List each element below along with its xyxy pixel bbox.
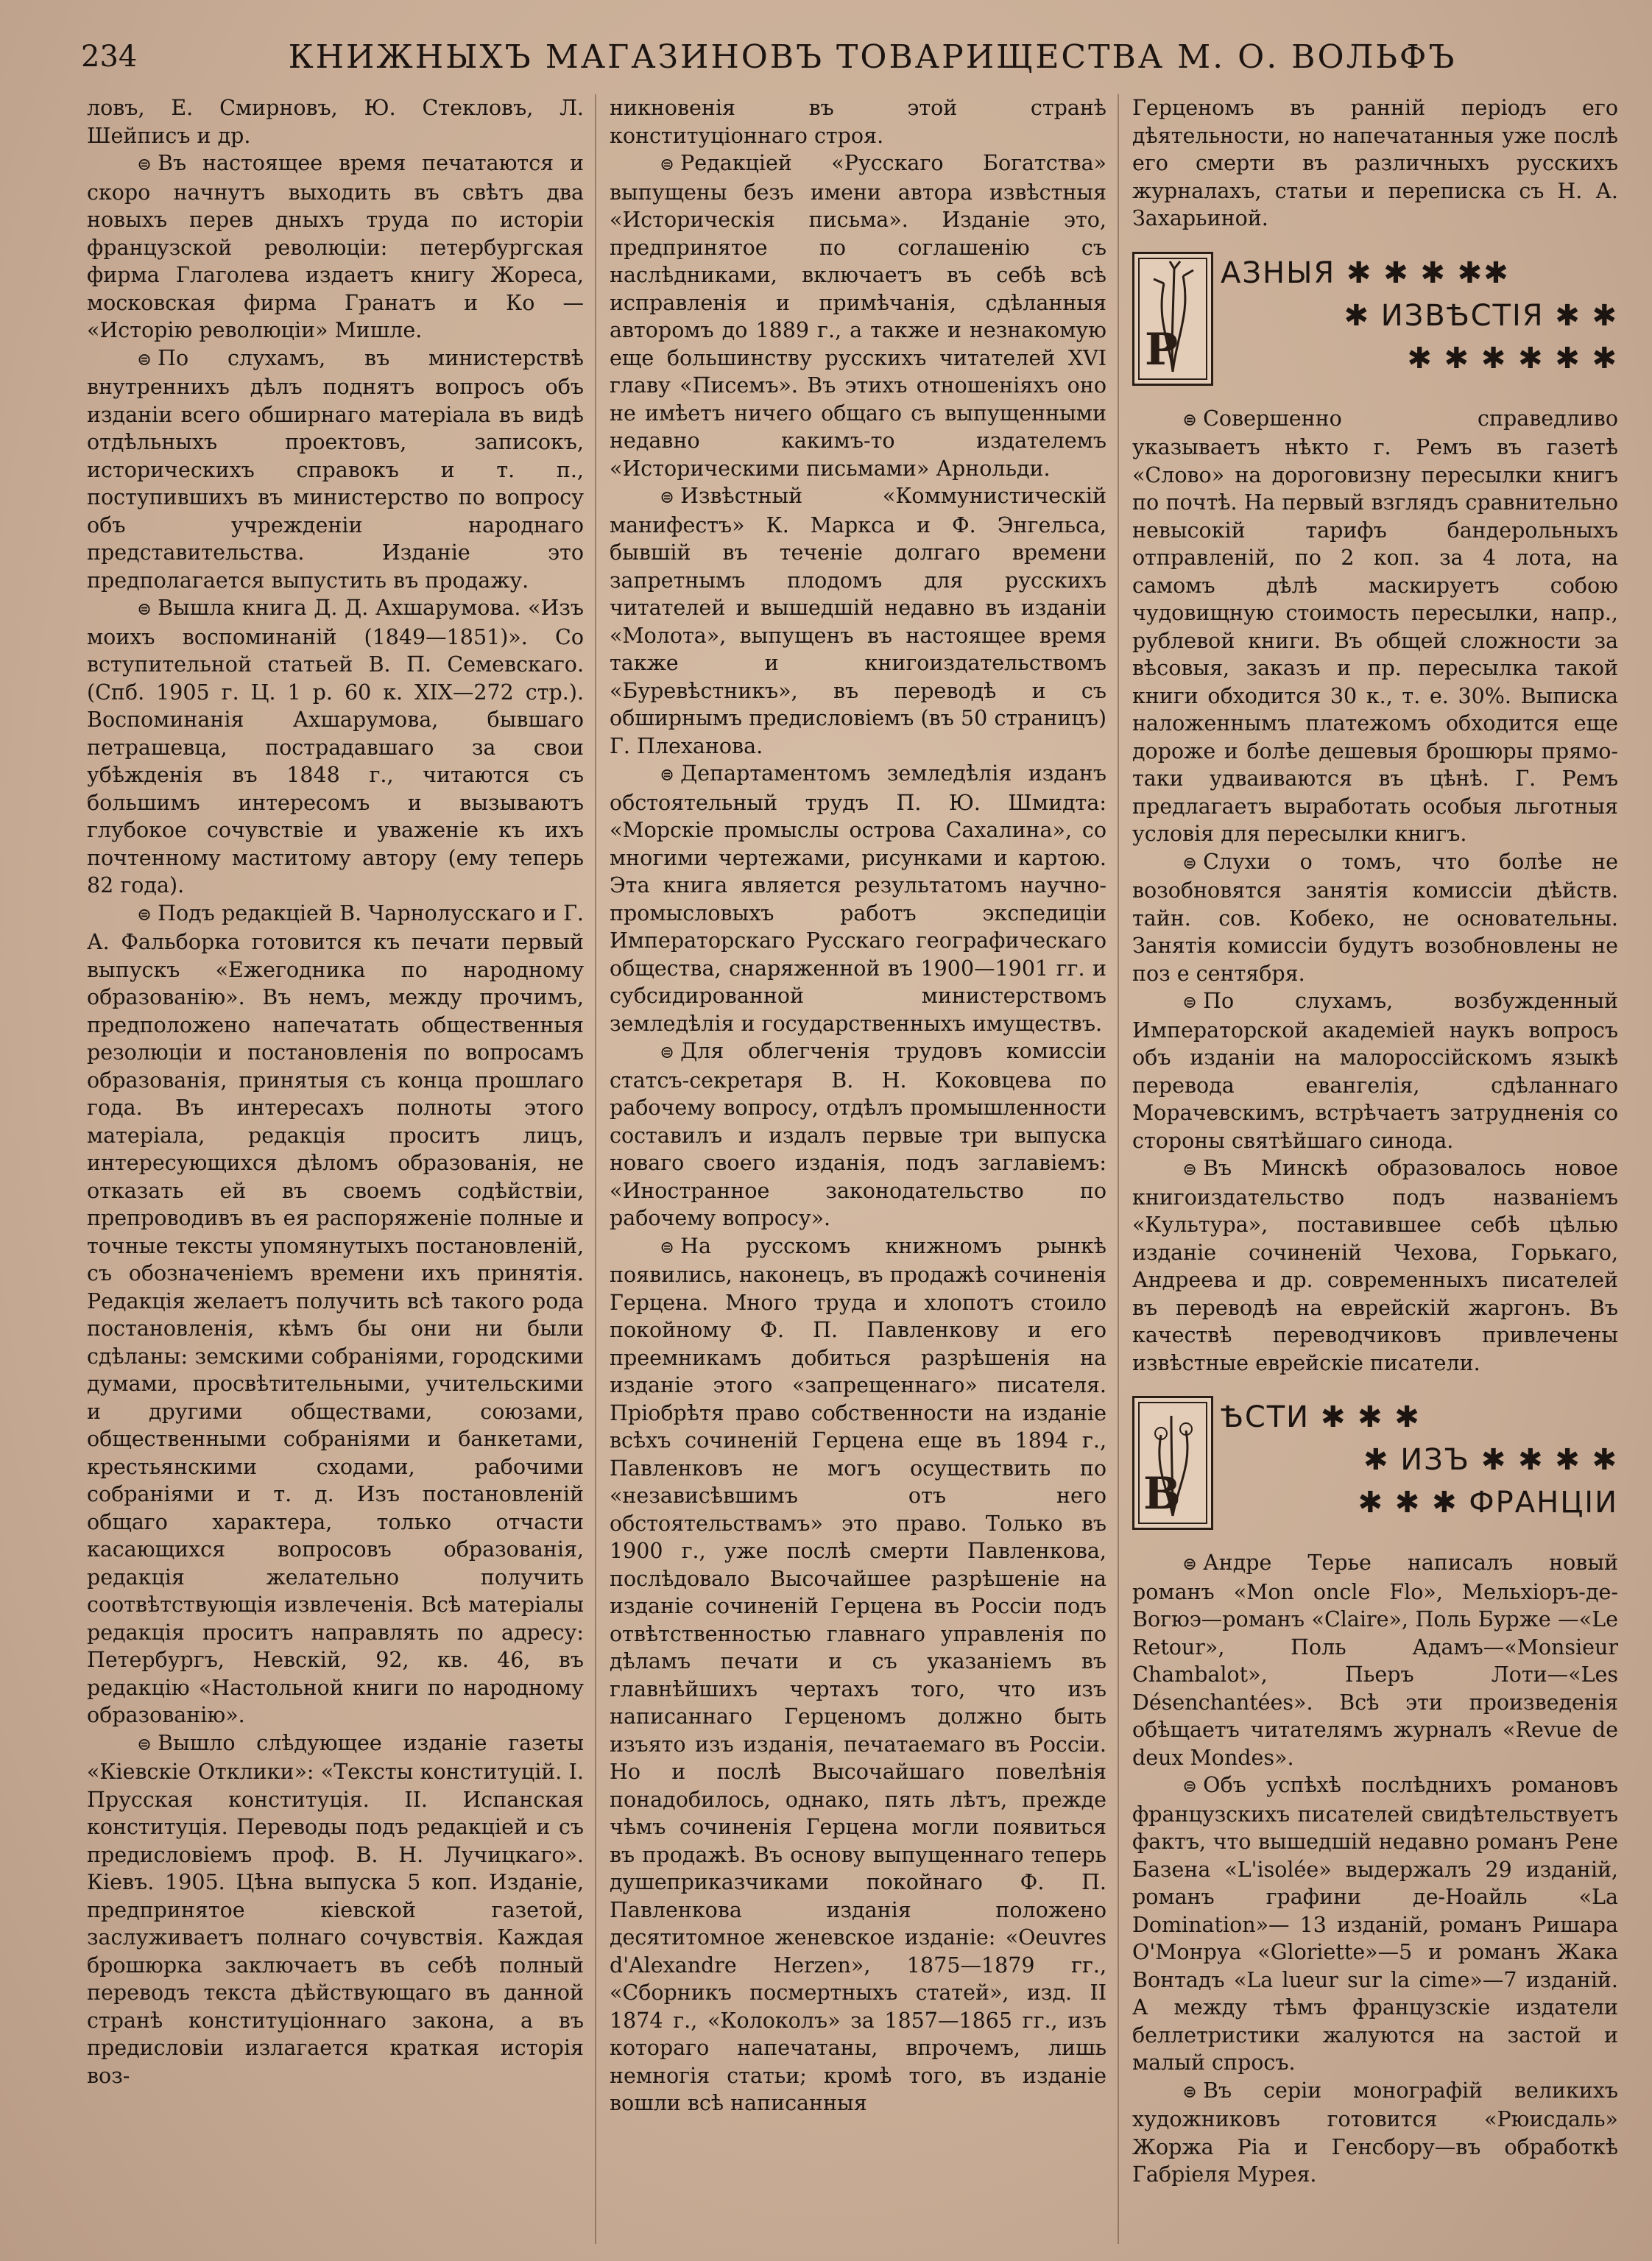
paragraph-mark-icon: ⊜ — [1182, 992, 1198, 1012]
paragraph: ⊜ Департаментомъ земледѣлiя изданъ обстоятельный трудъ П. Ю. Шмидта: «Морскiе промыслы острова Сахалина», со многими чертежами, рисунками и картою. Эта книга является результатомъ научно-промысловыхъ работъ экспедицiи Императорскаго Русскаго географическаго общества, снаряженной въ 1900—1901 гг. и субсидированной министерствомъ земледѣлiя и государственныхъ имуществъ. — [610, 761, 1106, 1036]
section-heading-news — [1132, 252, 1618, 392]
decorative-initial-icon — [1132, 252, 1213, 386]
paragraph-mark-icon: ⊜ — [1182, 1159, 1198, 1179]
paragraph-mark-icon: ⊜ — [1182, 409, 1198, 430]
decorative-initial-icon — [1132, 1396, 1213, 1530]
paragraph: ⊜ Совершенно справедливо указываетъ нѣкто г. Ремъ въ газетѣ «Слово» на дороговизну пересылки книгъ по почтѣ. На первый взглядъ сравнительно невысокiй тарифъ бандерольныхъ отправленiй, по 2 коп. за 4 лота, на самомъ дѣлѣ маскируетъ собою чудовищную стоимость пересылки, напр., рублевой книги. Въ общей сложности за вѣсовыя, заказъ и пр. пересылка такой книги обходится 30 к., т. е. 30%. Выписка наложеннымъ платежомъ обходится еще дороже и болѣе дешевыя брошюры прямо-таки удваиваются въ цѣнѣ. Г. Ремъ предлагаетъ выработать особыя льготныя условiя для пересылки книгъ. — [1132, 406, 1618, 846]
paragraph-mark-icon: ⊜ — [1182, 2081, 1198, 2102]
text-column-1 — [87, 94, 584, 2251]
text-column-2 — [610, 94, 1106, 2251]
svg-text:Р: Р — [1145, 323, 1179, 375]
paragraph: Герценомъ въ раннiй перiодъ его дѣятельности, но напечатанныя уже послѣ его смерти въ различныхъ русскихъ журналахъ, статьи и переписка съ Н. А. Захарьиной. — [1132, 96, 1618, 230]
paragraph: ⊜ Слухи о томъ, что болѣе не возобновятся занятiя комиссiи дѣйств. тайн. сов. Кобеко, не основательны. Занятiя комиссiи будутъ возобновлены не поз e сентября. — [1132, 849, 1618, 986]
paragraph-mark-icon: ⊜ — [1182, 852, 1198, 873]
paragraph: ⊜ Вышла книга Д. Д. Ахшарумова. «Изъ моихъ воспоминанiй (1849—1851)». Со вступительной статьей В. П. Семевскаго. (Спб. 1905 г. Ц. 1 р. 60 к. XIX—272 стр.). Воспоминанiя Ахшарумова, бывшаго петрашевца, пострадавшаго за свои убѣжденiя въ 1848 г., читаются съ большимъ интересомъ и вызываютъ глубокое сочувствiе и уваженiе къ ихъ почтенному маститому автору (ему теперь 82 года). — [87, 596, 584, 897]
paragraph: ⊜ По слухамъ, возбужденный Императорской академiей наукъ вопросъ объ изданiи на малороссiйскомъ языкѣ перевода евангелiя, сдѣланнаго Морачевскимъ, встрѣчаетъ затрудненiя со стороны святѣйшаго синода. — [1132, 989, 1618, 1153]
paragraph-mark-icon: ⊜ — [660, 764, 675, 785]
paragraph: ⊜ Редакцiей «Русскаго Богатства» выпущены безъ имени автора извѣстныя «Историческiя письма». Изданiе это, предпринятое по соглашенiю съ наслѣдниками, включаетъ въ себѣ всѣ исправленiя и примѣчанiя, сдѣланныя авторомъ до 1889 г., а также и незнакомую еще большинству русскихъ читателей XVI главу «Писемъ». Въ этихъ отношенiяхъ оно не имѣетъ ничего общаго съ выпущенными недавно какимъ-то издателемъ «Историческими письмами» Арнольди. — [610, 151, 1106, 481]
paragraph: ⊜ Подъ редакцiей В. Чарнолусскаго и Г. А. Фальборка готовится къ печати первый выпускъ «Ежегодника по народному образованiю». Въ немъ, между прочимъ, предположено напечатать общественныя резолюцiи и постановленiя по вопросамъ образованiя, принятыя съ конца прошлаго года. Въ интересахъ полноты этого матерiала, редакцiя проситъ лицъ, интересующихся дѣломъ образованiя, не отказать ей въ своемъ содѣйствiи, препроводивъ въ ея распоряженiе полные и точные тексты упомянутыхъ постановленiй, съ обозначенiемъ времени ихъ принятiя. Редакцiя желаетъ получить всѣ такого рода постановленiя, кѣмъ бы они ни были сдѣланы: земскими собранiями, городскими думами, просвѣтительными, учительскими и другими обществами, союзами, общественными собранiями и банкетами, крестьянскими сходами, рабочими собранiями и т. д. Изъ постановленiй общаго характера, только отчасти касающихся вопросовъ образованiя, редакцiя желательно получить соотвѣтствующiя извлеченiя. Всѣ матерiалы редакцiя проситъ направлять по адресу: Петербургъ, Невскiй, 92, кв. 46, въ редакцiю «Настольной книги по народному образованiю». — [87, 900, 584, 1727]
paragraph: ⊜ Объ успѣхѣ послѣднихъ романовъ французскихъ писателей свидѣтельствуетъ фактъ, что вышедшiй недавно романъ Рене Базена «L'isolée» выдержалъ 29 изданiй, романъ графини де-Ноайль «La Domination»— 13 изданiй, романъ Ришара О'Монруа «Gloriette»—5 и романъ Жака Вонтадъ «La lueur sur la cime»—7 изданiй. А между тѣмъ французскiе издатели беллетристики жалуются на застой и малый спросъ. — [1132, 1773, 1618, 2075]
paragraph: никновенiя въ этой странѣ конституцiоннаго строя. — [610, 96, 1106, 148]
paragraph: ⊜ Извѣстный «Коммунистическiй манифестъ» К. Маркса и Ф. Энгельса, бывшiй въ теченiе долгаго времени запретнымъ плодомъ для русскихъ читателей и вышедшiй недавно въ изданiи «Молота», выпущенъ въ настоящее время также и книгоиздательствомъ «Буревѣстникъ», въ переводѣ и съ обширнымъ предисловiемъ (въ 50 страницъ) Г. Плеханова. — [610, 484, 1106, 758]
paragraph-mark-icon: ⊜ — [137, 348, 152, 370]
paragraph: ловъ, Е. Смирновъ, Ю. Стекловъ, Л. Шейписъ и др. — [87, 96, 584, 148]
paragraph-mark-icon: ⊜ — [1182, 1553, 1198, 1574]
paragraph-mark-icon: ⊜ — [660, 487, 675, 507]
paragraph-mark-icon: ⊜ — [660, 1236, 675, 1258]
paragraph: ⊜ Въ настоящее время печатаются и скоро начнутъ выходить въ свѣтъ два новыхъ перев дныхъ труда по исторiи французской революцiи: петербургская фирма Глаголева издаетъ книгу Жореса, московская фирма Гранатъ и Ко — «Исторiю революцiи» Мишле. — [87, 151, 584, 342]
paragraph-mark-icon: ⊜ — [137, 1733, 152, 1754]
page-number: 234 — [81, 40, 138, 74]
paragraph: ⊜ Вышло слѣдующее изданiе газеты «Кiевскiе Отклики»: «Тексты конституцiй. I. Прусская конституцiя. II. Испанская конституцiя. Переводы подъ редакцiей и съ предисловiемъ проф. В. Н. Лучицкаго». Кiевъ. 1905. Цѣна выпуска 5 коп. Изданiе, предпринятое кiевской газетой, заслуживаетъ полнаго сочувствiя. Каждая брошюрка заключаетъ въ себѣ полный переводъ текста дѣйствующаго въ данной странѣ конституцiоннаго закона, а въ предисловiи излагается краткая исторiя воз- — [87, 1730, 584, 2088]
section-heading-france — [1132, 1396, 1618, 1536]
text-column-3 — [1132, 94, 1618, 2251]
paragraph-mark-icon: ⊜ — [660, 154, 675, 174]
paragraph-mark-icon: ⊜ — [137, 903, 152, 925]
paragraph: ⊜ Для облегченiя трудовъ комиссiи статсъ-секретаря В. Н. Коковцева по рабочему вопросу, отдѣлъ промышленности составилъ и издалъ первые три выпуска новаго своего изданiя, подъ заглавiемъ: «Иностранное законодательство по рабочему вопросу». — [610, 1039, 1106, 1230]
column-rule — [595, 94, 596, 2244]
paragraph-mark-icon: ⊜ — [660, 1042, 675, 1062]
paragraph: ⊜ На русскомъ книжномъ рынкѣ появились, наконецъ, въ продажѣ сочиненiя Герцена. Много труда и хлопотъ стоило покойному Ф. П. Павленкову и его преемникамъ добиться разрѣшенiя на изданiе этого «запрещеннаго» писателя. Прiобрѣтя право собственности на изданiе всѣхъ сочиненiй Герцена еще въ 1894 г., Павленковъ не могъ осуществить по «независѣвшимъ отъ него обстоятельствамъ» это право. Только въ 1900 г., уже послѣ смерти Павленкова, послѣдовало Высочайшее разрѣшенiе на изданiе сочиненiй Герцена въ Россiи подъ отвѣтственностью главнаго управленiя по дѣламъ печати и съ указанiемъ въ главнѣйшихъ чертахъ того, что изъ написаннаго Герценомъ должно быть изъято изъ изданiя, печатаемаго въ Россiи. Но и послѣ Высочайшаго повелѣнiя понадобилось, однако, пять лѣтъ, прежде чѣмъ сочиненiя Герцена могли появиться въ продажѣ. Въ основу выпущеннаго теперь душеприказчиками покойнаго Ф. П. Павленкова изданiя положено десятитомное женевское изданiе: «Oeuvres d'Alexandre Herzen», 1875—1879 гг., «Сборникъ посмертныхъ статей», изд. II 1874 г., «Колоколъ» за 1857—1865 гг., изъ котораго напечатаны, впрочемъ, лишь немногiя статьи; кромѣ того, въ изданiе вошли всѣ написанныя — [610, 1233, 1106, 2115]
paragraph: ⊜ По слухамъ, въ министерствѣ внутреннихъ дѣлъ поднятъ вопросъ объ изданiи всего обширнаго матерiала въ видѣ отдѣльныхъ проектовъ, записокъ, историческихъ справокъ и т. п., поступившихъ въ министерство по вопросу объ учрежденiи народнаго представительства. Изданiе это предполагается выпустить въ продажу. — [87, 345, 584, 593]
paragraph: ⊜ Въ серiи монографiй великихъ художниковъ готовится «Рюисдаль» Жоржа Рiа и Генсбору—въ обработкѣ Габрiеля Мурея. — [1132, 2078, 1618, 2187]
svg-text:В: В — [1143, 1468, 1181, 1520]
paragraph-mark-icon: ⊜ — [137, 599, 152, 619]
column-rule — [1118, 94, 1119, 2244]
section-title: ѢСТИ ✱ ✱ ✱ ✱ ИЗЪ ✱ ✱ ✱ ✱ ✱ ✱ ✱ ФРАНЦIИ — [1221, 1400, 1618, 1520]
page-header — [81, 25, 1583, 88]
paragraph-mark-icon: ⊜ — [1182, 1776, 1198, 1796]
paragraph: ⊜ Въ Минскѣ образовалось новое книгоиздательство подъ названiемъ «Культура», поставившее себѣ цѣлью изданiе сочиненiй Чехова, Горькаго, Андреева и др. современныхъ писателей въ переводѣ на еврейскiй жаргонъ. Въ качествѣ переводчиковъ привлечены извѣстные еврейскiе писатели. — [1132, 1156, 1618, 1375]
section-title: АЗНЫЯ ✱ ✱ ✱ ✱✱ ✱ ИЗВѢСТIЯ ✱ ✱ ✱ ✱ ✱ ✱ ✱ ✱ — [1221, 255, 1618, 375]
paragraph: ⊜ Андре Терье написалъ новый романъ «Mon oncle Flo», Мельхiоръ-де-Вогюэ—романъ «Claire», Поль Бурже —«Le Retour», Поль Адамъ—«Monsieur Chambalot», Пьеръ Лоти—«Les Désenchantées». Всѣ эти произведенiя обѣщаетъ читателямъ журналъ «Revue de deux Mondes». — [1132, 1551, 1618, 1770]
running-head: КНИЖНЫХЪ МАГАЗИНОВЪ ТОВАРИЩЕСТВА М. О. ВОЛЬФЪ — [288, 38, 1457, 76]
paragraph-mark-icon: ⊜ — [137, 154, 152, 174]
